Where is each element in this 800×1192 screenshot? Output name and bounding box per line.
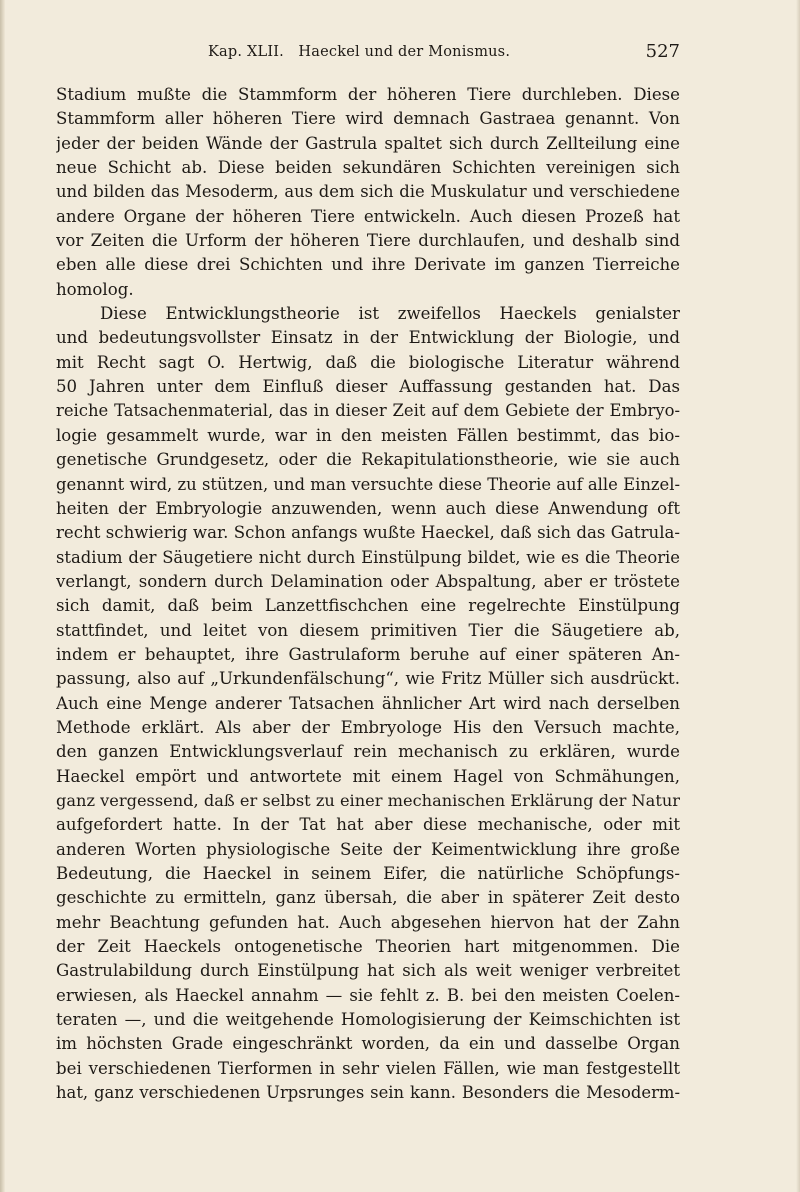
body-text	[56, 83, 680, 1105]
text-line: andere Organe der höheren Tiere entwickeln. Auch diesen Prozeß hat	[56, 206, 680, 226]
text-line: Haeckel empört und antwortete mit einem Hagel von Schmähungen,	[56, 766, 680, 786]
text-line: Bedeutung, die Haeckel in seinem Eifer, die natürliche Schöpfungs-	[56, 864, 680, 883]
text-line: verlangt, sondern durch Delamination oder Abspaltung, aber er tröstete	[56, 571, 680, 591]
text-line: hat, ganz verschiedenen Urpsrunges sein kann. Besonders die Mesoderm-	[56, 1083, 680, 1103]
text-line: heiten der Embryologie anzuwenden, wenn auch diese Anwendung oft	[56, 498, 680, 518]
text-line: Stammform aller höheren Tiere wird demnach Gastraea genannt. Von	[56, 109, 680, 129]
text-line: genannt wird, zu stützen, und man versuchte diese Theorie auf alle Einzel-	[56, 474, 680, 494]
text-line: eben alle diese drei Schichten und ihre Derivate im ganzen Tierreiche	[56, 255, 680, 275]
text-line: genetische Grundgesetz, oder die Rekapitulationstheorie, wie sie auch	[56, 450, 680, 470]
text-line: der Zeit Haeckels ontogenetische Theorien hart mitgenommen. Die	[56, 937, 680, 957]
text-line: Gastrulabildung durch Einstülpung hat sich als weit weniger verbreitet	[56, 961, 680, 981]
text-line: anderen Worten physiologische Seite der Keimentwicklung ihre große	[56, 839, 680, 859]
text-line: indem er behauptet, ihre Gastrulaform beruhe auf einer späteren An-	[56, 644, 680, 664]
running-head: Kap. XLII. Haeckel und der Monismus.	[208, 44, 511, 60]
text-line: homolog.	[56, 279, 134, 299]
text-line: Methode erklärt. Als aber der Embryologe His den Versuch machte,	[56, 717, 680, 737]
text-line: logie gesammelt wurde, war in den meisten Fällen bestimmt, das bio-	[56, 425, 680, 445]
text-line: sich damit, daß beim Lanzettfischchen eine regelrechte Einstülpung	[56, 596, 680, 616]
text-line: recht schwierig war. Schon anfangs wußte Haeckel, daß sich das Gatrula-	[56, 523, 680, 543]
text-line: aufgefordert hatte. In der Tat hat aber diese mechanische, oder mit	[56, 815, 680, 835]
text-line: mehr Beachtung gefunden hat. Auch abgesehen hiervon hat der Zahn	[56, 912, 680, 932]
page-header	[56, 41, 680, 68]
text-line: teraten —, und die weitgehende Homologisierung der Keimschichten ist	[56, 1010, 680, 1030]
text-line: ganz vergessend, daß er selbst zu einer mechanischen Erklärung der Natur	[56, 790, 680, 810]
text-line: und bedeutungsvollster Einsatz in der Entwicklung der Biologie, und	[56, 328, 680, 348]
text-line: und bilden das Mesoderm, aus dem sich die Muskulatur und verschiedene	[56, 182, 680, 202]
text-line: im höchsten Grade eingeschränkt worden, da ein und dasselbe Organ	[56, 1034, 680, 1054]
text-line: jeder der beiden Wände der Gastrula spaltet sich durch Zellteilung eine	[56, 133, 680, 153]
text-line: bei verschiedenen Tierformen in sehr vielen Fällen, wie man festgestellt	[56, 1058, 680, 1078]
text-line: neue Schicht ab. Diese beiden sekundären Schichten vereinigen sich	[56, 158, 680, 178]
page-edge-left	[0, 0, 5, 1192]
text-line: den ganzen Entwicklungsverlauf rein mechanisch zu erklären, wurde	[56, 742, 680, 762]
page-edge-right	[796, 0, 800, 1192]
text-line: 50 Jahren unter dem Einfluß dieser Auffassung gestanden hat. Das	[56, 377, 680, 397]
text-line: stattfindet, und leitet von diesem primitiven Tier die Säugetiere ab,	[56, 620, 680, 640]
text-line: vor Zeiten die Urform der höheren Tiere durchlaufen, und deshalb sind	[56, 231, 680, 251]
text-line: reiche Tatsachenmaterial, das in dieser Zeit auf dem Gebiete der Embryo-	[56, 401, 680, 421]
text-line: stadium der Säugetiere nicht durch Einstülpung bildet, wie es die Theorie	[56, 547, 680, 567]
text-line: Stadium mußte die Stammform der höheren Tiere durchleben. Diese	[56, 85, 680, 104]
text-line: Auch eine Menge anderer Tatsachen ähnlicher Art wird nach derselben	[56, 693, 680, 713]
text-line: geschichte zu ermitteln, ganz übersah, die aber in späterer Zeit desto	[56, 888, 680, 908]
page-number: 527	[645, 41, 680, 62]
text-line: mit Recht sagt O. Hertwig, daß die biologische Literatur während	[56, 352, 680, 372]
text-line: Diese Entwicklungstheorie ist zweifellos Haeckels genialster	[100, 304, 680, 324]
text-line: passung, also auf „Urkundenfälschung“, wie Fritz Müller sich ausdrückt.	[56, 669, 680, 689]
text-line: erwiesen, als Haeckel annahm — sie fehlt z. B. bei den meisten Coelen-	[56, 985, 680, 1005]
